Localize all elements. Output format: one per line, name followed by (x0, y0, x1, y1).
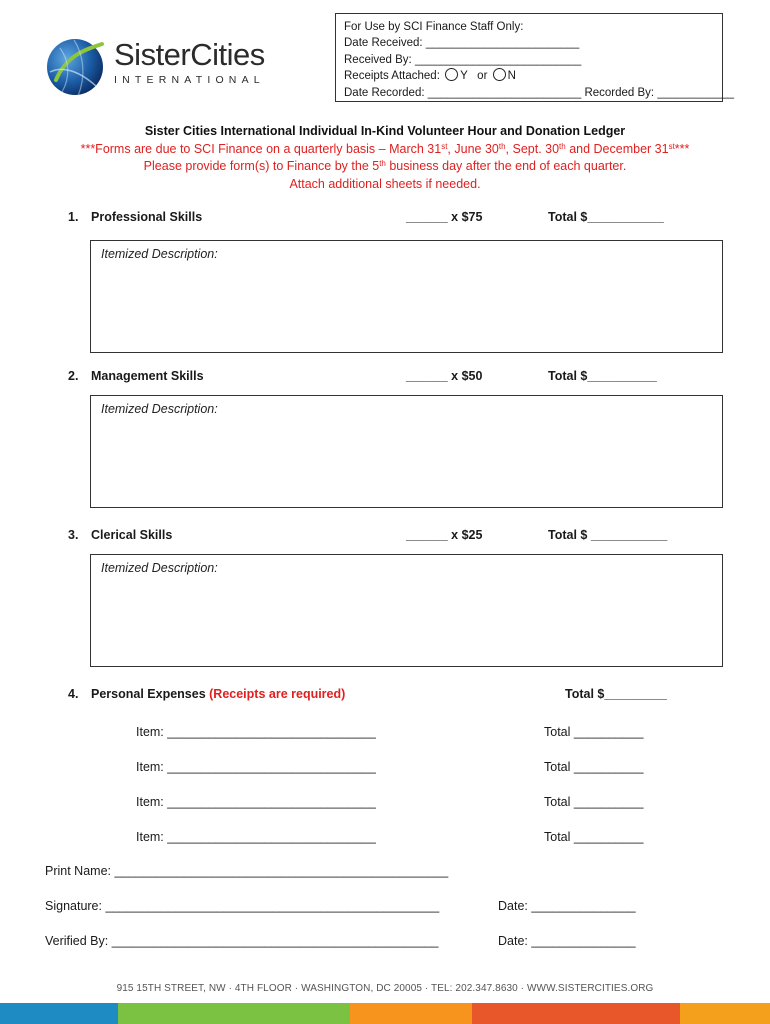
itemized-description-box[interactable] (90, 554, 723, 667)
footer-address: 915 15TH STREET, NW · 4TH FLOOR · WASHINGTON, DC 20005 · TEL: 202.347.8630 · WWW.SISTERCITIES.ORG (116, 983, 654, 994)
logo-subtitle: INTERNATIONAL (114, 74, 265, 86)
receipts-attached-row (344, 68, 722, 84)
form-header (0, 123, 770, 193)
signature-field[interactable]: Signature: ________________________________________________ (45, 899, 440, 913)
receipts-label: Receipts Attached: (344, 70, 440, 83)
signature-date-field[interactable]: Date: _______________ (498, 899, 636, 913)
attach-notice: Attach additional sheets if needed. (289, 176, 481, 191)
expense-total-field[interactable]: Total __________ (544, 830, 644, 844)
hours-rate-field[interactable]: ______ x $25 (406, 528, 483, 542)
expense-item-field[interactable]: Item: ______________________________ (136, 725, 376, 739)
print-name-field[interactable]: Print Name: ________________________________________________ (45, 864, 449, 878)
footer-bar-green (118, 1003, 350, 1024)
section-number: 4. (68, 687, 79, 701)
section-label: Clerical Skills (91, 528, 173, 542)
footer-bar-orange-2 (680, 1003, 770, 1024)
expense-total-field[interactable]: Total __________ (544, 760, 644, 774)
date-recorded-row (344, 85, 735, 101)
section-label: Management Skills (91, 369, 204, 383)
staff-heading: For Use by SCI Finance Staff Only: (344, 21, 524, 33)
total-field[interactable]: Total $__________ (548, 369, 657, 383)
form-title: Sister Cities International Individual In-Kind Volunteer Hour and Donation Ledger (144, 124, 626, 138)
expense-item-field[interactable]: Item: ______________________________ (136, 760, 376, 774)
receipts-yes-radio[interactable] (445, 68, 458, 81)
itemized-description-label: Itemized Description: (101, 561, 218, 575)
due-notice: ***Forms are due to SCI Finance on a quarterly basis – March 31st, June 30th, Sept. 30th and December 31st*** (80, 141, 690, 156)
globe-icon (44, 36, 108, 100)
total-field[interactable]: Total $ ___________ (548, 528, 668, 542)
footer-bar-red (472, 1003, 680, 1024)
staff-only-box (335, 13, 735, 102)
verified-by-field[interactable]: Verified By: _______________________________________________ (45, 934, 439, 948)
received-by-field[interactable]: Received By: __________________________ (344, 53, 582, 66)
verified-date-field[interactable]: Date: _______________ (498, 934, 636, 948)
receipts-or-label: or (477, 70, 488, 83)
recorded-by-field[interactable]: Recorded By: ____________ (584, 86, 735, 99)
itemized-description-box[interactable] (90, 395, 723, 508)
expense-total-field[interactable]: Total __________ (544, 795, 644, 809)
hours-rate-field[interactable]: ______ x $50 (406, 369, 483, 383)
section-label: Personal Expenses (Receipts are required) (91, 687, 346, 701)
provide-notice: Please provide form(s) to Finance by the 5th business day after the end of each quarter. (143, 159, 627, 174)
expense-total-field[interactable]: Total __________ (544, 725, 644, 739)
total-field[interactable]: Total $_________ (565, 687, 667, 701)
section-number: 1. (68, 210, 79, 224)
itemized-description-label: Itemized Description: (101, 402, 218, 416)
section-number: 2. (68, 369, 79, 383)
footer-bar-blue (0, 1003, 118, 1024)
itemized-description-label: Itemized Description: (101, 247, 218, 261)
itemized-description-box[interactable] (90, 240, 723, 353)
footer-bar-orange (350, 1003, 472, 1024)
date-recorded-field[interactable]: Date Recorded: ________________________ (344, 86, 582, 99)
receipts-no-label: N (507, 70, 516, 83)
section-label: Professional Skills (91, 210, 203, 224)
hours-rate-field[interactable]: ______ x $75 (406, 210, 483, 224)
expense-item-field[interactable]: Item: ______________________________ (136, 795, 376, 809)
logo (44, 36, 274, 100)
section-number: 3. (68, 528, 79, 542)
receipts-yes-label: Y (460, 70, 468, 83)
receipts-no-radio[interactable] (493, 68, 506, 81)
expense-item-field[interactable]: Item: ______________________________ (136, 830, 376, 844)
total-field[interactable]: Total $___________ (548, 210, 664, 224)
receipts-required-note: (Receipts are required) (209, 687, 346, 701)
date-received-field[interactable]: Date Received: ________________________ (344, 37, 580, 50)
logo-name: SisterCities (114, 37, 265, 72)
